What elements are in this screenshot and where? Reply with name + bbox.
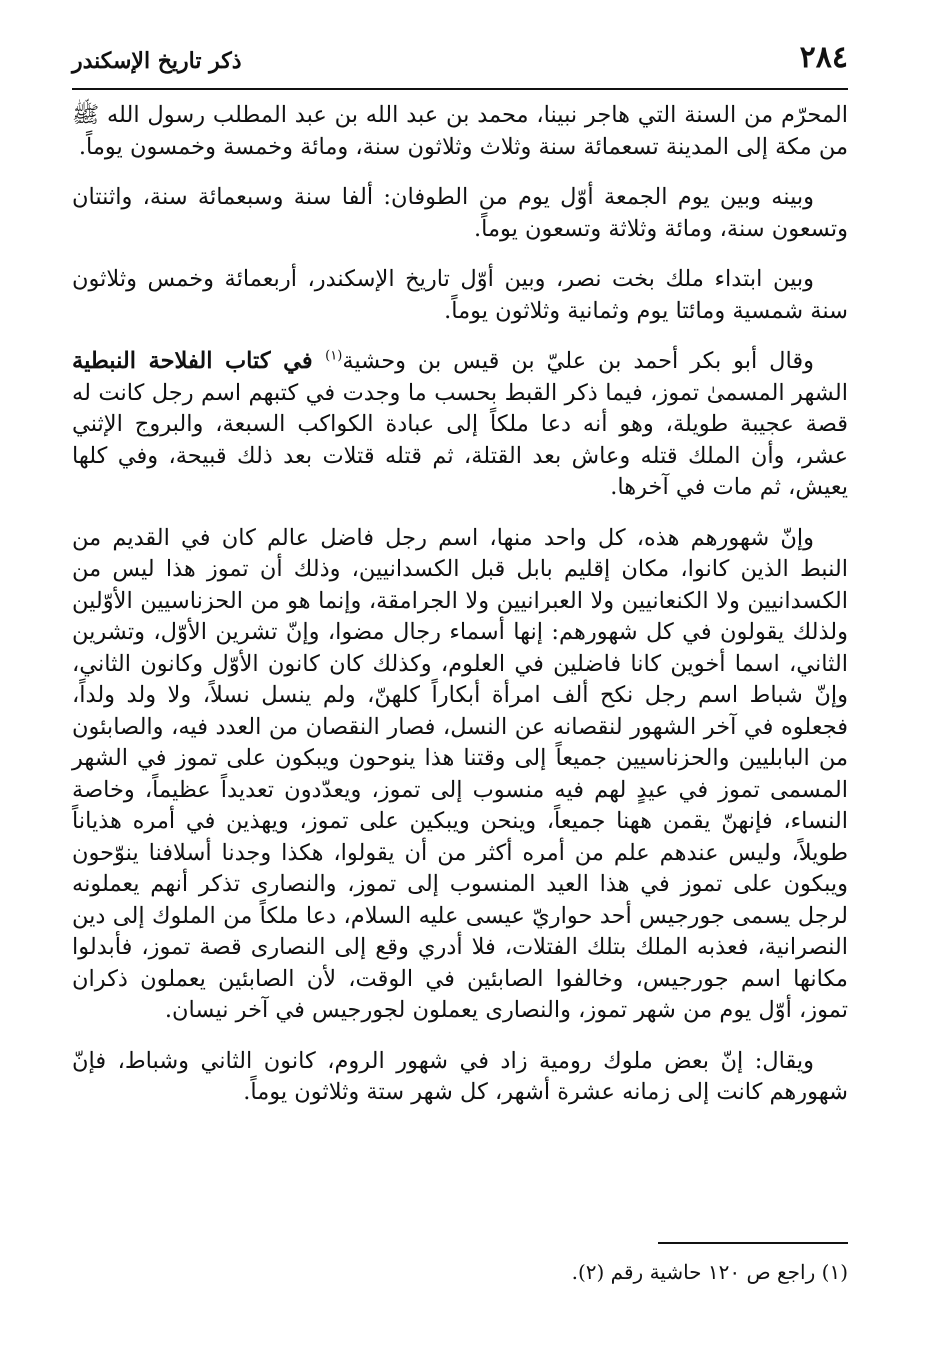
running-title: ذكر تاريخ الإسكندر — [72, 48, 242, 74]
paragraph-2: وبينه وبين يوم الجمعة أوّل يوم من الطوفان: ألفا سنة وسبعمائة سنة، واثنتان وتسعون سنة، ومائة وثلاثة وتسعون يوماً. — [72, 184, 848, 242]
paragraph-6: ويقال: إنّ بعض ملوك رومية زاد في شهور الروم، كانون الثاني وشباط، فإنّ شهورهم كانت إلى زمانه عشرة أشهر، كل شهر ستة وثلاثون يوماً. — [72, 1047, 848, 1105]
paragraph-1: المحرّم من السنة التي هاجر نبينا، محمد بن عبد الله بن عبد المطلب رسول الله ﷺ من مكة إلى المدينة تسعمائة سنة وثلاث وثلاثون سنة، ومائة وخمسة وخمسون يوماً. — [72, 102, 848, 160]
paragraph-3: وبين ابتداء ملك بخت نصر، وبين أوّل تاريخ الإسكندر، أربعمائة وخمس وثلاثون سنة شمسية ومائتا يوم وثمانية وثلاثون يوماً. — [72, 266, 848, 324]
footnote-text: راجع ص ١٢٠ حاشية رقم (٢). — [571, 1260, 816, 1284]
page-number: ٢٨٤ — [799, 40, 848, 75]
footnote-marker: (١) — [821, 1260, 848, 1284]
paragraph-4-opening: وقال أبو بكر أحمد بن عليّ بن قيس بن وحشية — [342, 348, 814, 374]
footnote — [72, 1258, 848, 1286]
book-title: في كتاب الفلاحة النبطية — [72, 348, 326, 374]
paragraph-5: وإنّ شهورهم هذه، كل واحد منها، اسم رجل فاضل عالم كان في القديم من النبط الذين كانوا، مكان إقليم بابل قبل الكسدانيين، وذلك أن تموز هذا ليس من الكسدانيين ولا الكنعانيين ولا العبرانيين ولا الجرامقة، وإنما هو من الحزناسيين الأوّلين ولذلك يقولون في كل شهورهم: إنها أسماء رجال مضوا، وإنّ تشرين الأوّل، وتشرين الثاني، اسما أخوين كانا فاضلين في العلوم، وكذلك كان كانون الأوّل وكانون الثاني، وإنّ شباط اسم رجل نكح ألف امرأة أبكاراً كلهنّ، ولم ينسل نسلاً، ولا ولد ولداً، فجعلوه في آخر الشهور لنقصانه عن النسل، فصار النقصان من العدد فيه، والصابئون من البابليين والحزناسيين جميعاً إلى وقتنا هذا ينوحون ويبكون على تموز في الشهر المسمى تموز في عيدٍ لهم فيه منسوب إلى تموز، ويعدّدون تعديداً عظيماً، وخاصة النساء، فإنهنّ يقمن ههنا جميعاً، وينحن ويبكين على تموز، ويهذين في أمره هذياناً طويلاً، وليس عندهم علم من أمره أكثر من أن يقولوا، هكذا وجدنا أسلافنا ينوّحون ويبكون على تموز في هذا العيد المنسوب إلى تموز، والنصارى تذكر أنهم يعملونه لرجل يسمى جورجيس أحد حواريّ عيسى عليه السلام، دعا ملكاً من الملوك إلى دين النصرانية، فعذبه الملك بتلك الفتلات، فلا أدري وقع إلى النصارى قصة تموز، فأبدلوا مكانها اسم جورجيس، وخالفوا الصابئين في الوقت، لأن الصابئين يعملون ذكران تموز، أوّل يوم من شهر تموز، والنصارى يعملون لجورجيس في آخر نيسان. — [72, 524, 848, 1023]
paragraph-4 — [72, 346, 848, 504]
page-header — [72, 38, 848, 90]
main-text — [72, 100, 848, 1128]
paragraph-4-rest: الشهر المسمىٰ تموز، فيما ذكر القبط بحسب ما وجدت في كتبهم اسم رجل كانت له قصة عجيبة طويلة، وهو أنه دعا ملكاً إلى عبادة الكواكب السبعة، والبروج الإثني عشر، وأن الملك قتله وعاش بعد القتلة، ثم قتله قتلات بعد ذلك قبيحة، وفي كلها يعيش، ثم مات في آخرها. — [72, 379, 848, 500]
footnote-divider — [658, 1242, 848, 1244]
footnote-reference: (١) — [325, 348, 343, 364]
